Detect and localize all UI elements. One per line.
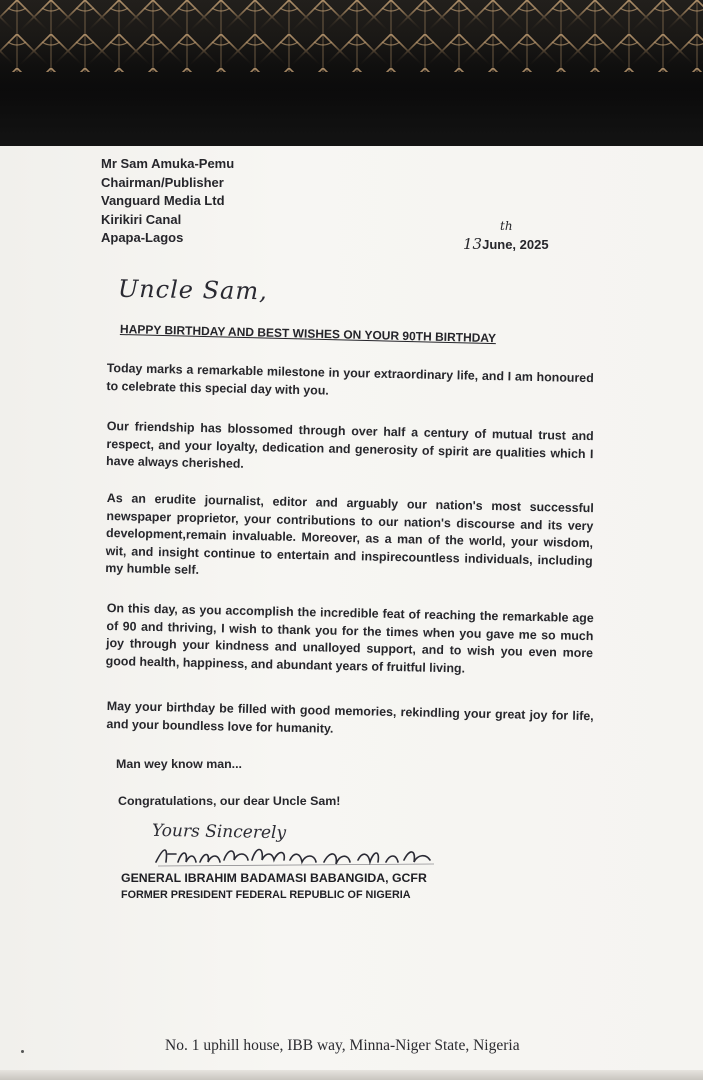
- date-ordinal-suffix: th: [500, 219, 513, 233]
- recipient-city: Apapa-Lagos: [101, 230, 184, 245]
- signatory-name: GENERAL IBRAHIM BADAMASI BABANGIDA, GCFR: [121, 871, 427, 885]
- date-month-year: June, 2025: [482, 237, 549, 252]
- recipient-company: Vanguard Media Ltd: [101, 193, 225, 208]
- footer-address: No. 1 uphill house, IBB way, Minna-Niger State, Nigeria: [165, 1037, 520, 1054]
- gold-lattice-pattern: [0, 0, 703, 150]
- letter-subject: HAPPY BIRTHDAY AND BEST WISHES ON YOUR 90TH BIRTHDAY: [119, 322, 497, 346]
- recipient-title: Chairman/Publisher: [101, 174, 224, 190]
- letterhead-decorative-band: [0, 0, 703, 150]
- paragraph-3: As an erudite journalist, editor and arguably our nation's most successful newspaper proprietor, your contributions to our nation's discourse and its very development,remain invaluable. Moreover, as a man of the world, your wisdom, wit, and insight continue to entertain and inspirecountless individuals, including my humble self.: [105, 490, 594, 577]
- date-day-handwritten: 13: [463, 235, 483, 253]
- page-bottom-edge: [0, 1070, 703, 1080]
- handwritten-closing: Yours Sincerely: [151, 820, 287, 844]
- paragraph-1: Today marks a remarkable milestone in your extraordinary life, and I am honoured to celebrate this special day with you.: [106, 360, 594, 398]
- letter-date: [463, 219, 549, 253]
- recipient-address-block: [101, 155, 234, 248]
- paper-mark: [21, 1050, 24, 1053]
- paragraph-2: Our friendship has blossomed through over half a century of mutual trust and respect, and your loyalty, dedication and generosity of spirit are qualities which I have always cherished.: [105, 418, 594, 471]
- paragraph-5: May your birthday be filled with good memories, rekindling your great joy for life, and your boundless love for humanity.: [106, 698, 594, 736]
- paragraph-7: Congratulations, our dear Uncle Sam!: [118, 794, 341, 808]
- signatory-title: FORMER PRESIDENT FEDERAL REPUBLIC OF NIGERIA: [121, 889, 411, 901]
- recipient-name: Mr Sam Amuka-Pemu: [101, 156, 235, 171]
- handwritten-salutation: Uncle Sam,: [117, 274, 269, 306]
- handwritten-signature: [154, 840, 444, 870]
- paragraph-4: On this day, as you accomplish the incredible feat of reaching the remarkable age of 90 and thriving, I wish to thank you for the times when you gave me so much joy through your kindness and unalloyed support, and to wish you even more good health, happiness, and abundant years of fruitful living.: [105, 600, 594, 676]
- recipient-street: Kirikiri Canal: [101, 211, 182, 227]
- paragraph-6: Man wey know man...: [116, 757, 242, 771]
